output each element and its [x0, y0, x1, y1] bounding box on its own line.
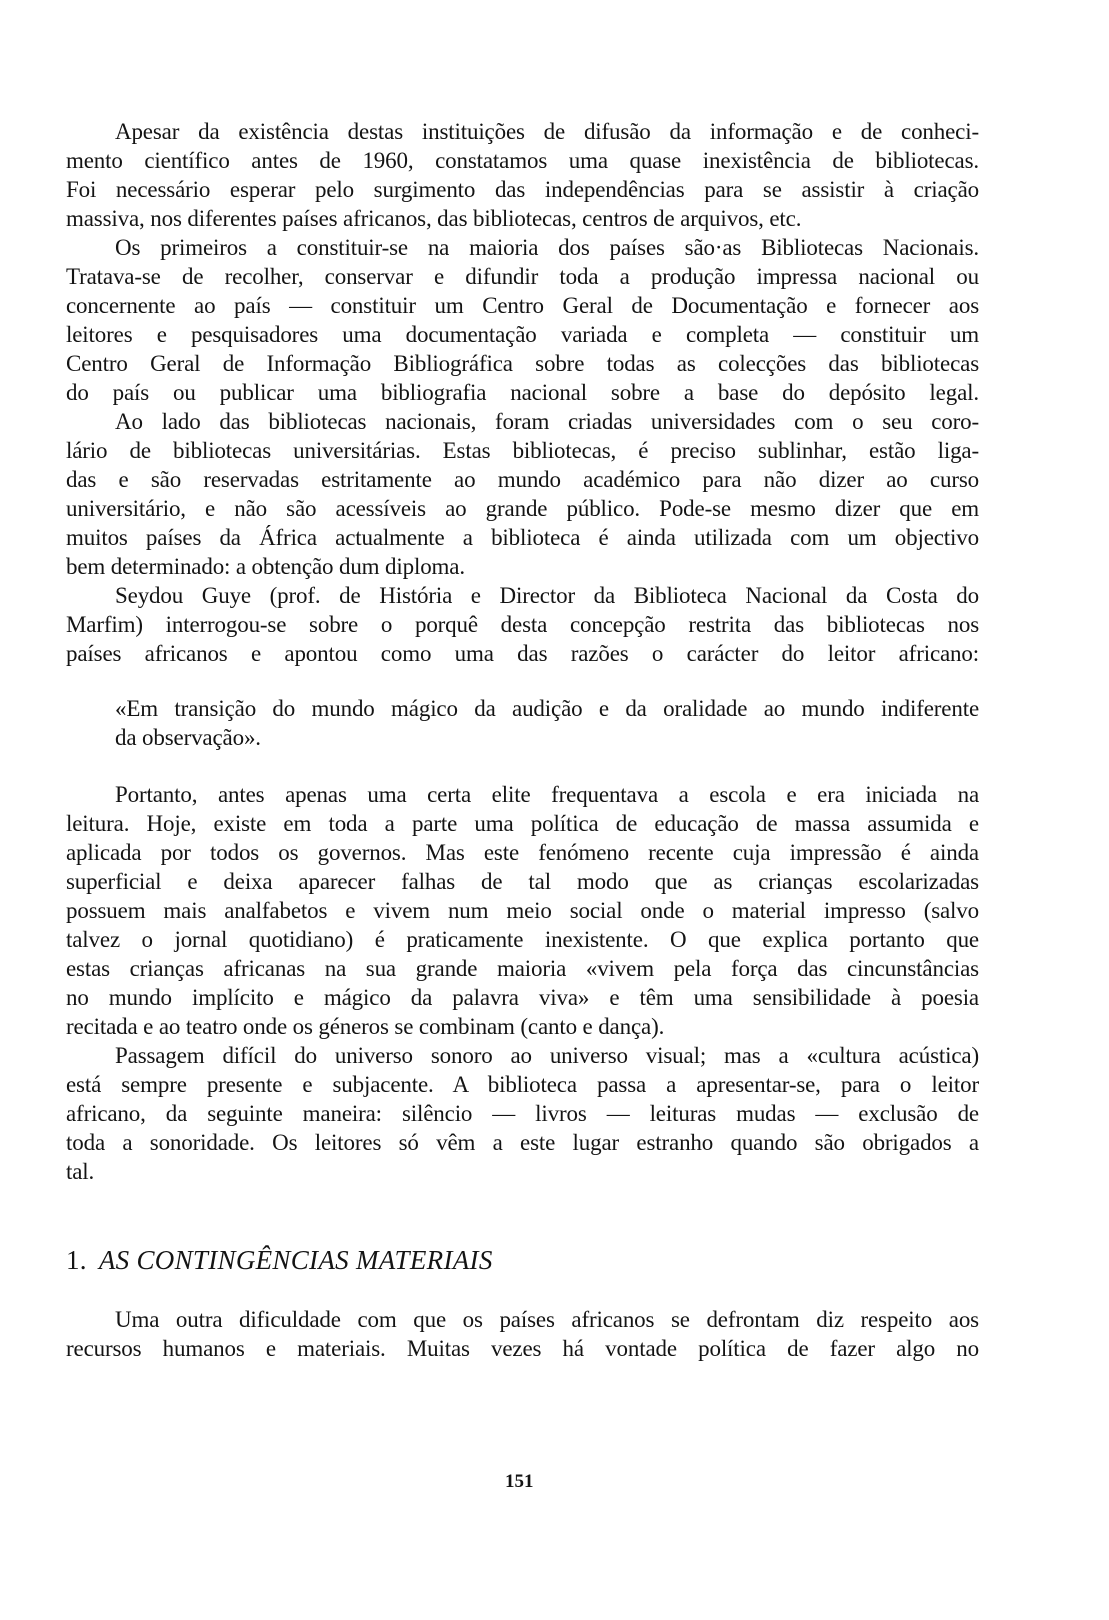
paragraph-5-line-8: no mundo implícito e mágico da palavra viva» e têm uma sensibilidade à poesia: [66, 985, 979, 1010]
paragraph-6-line-5: tal.: [66, 1159, 95, 1184]
paragraph-1-line-1: Apesar da existência destas instituições de difusão da informação e de conheci-: [115, 119, 979, 144]
paragraph-2-line-2: Tratava-se de recolher, conservar e difundir toda a produção impressa nacional ou: [66, 264, 979, 289]
paragraph-2-line-3: concernente ao país — constituir um Centro Geral de Documentação e fornecer aos: [66, 293, 979, 318]
paragraph-4-line-3: países africanos e apontou como uma das razões o carácter do leitor africano:: [66, 641, 979, 666]
paragraph-3-line-1: Ao lado das bibliotecas nacionais, foram criadas universidades com o seu coro-: [115, 409, 979, 434]
paragraph-5-line-4: superficial e deixa aparecer falhas de tal modo que as crianças escolarizadas: [66, 869, 979, 894]
paragraph-1-line-2: mento científico antes de 1960, constatamos uma quase inexistência de bibliotecas.: [66, 148, 979, 173]
paragraph-3-line-3: das e são reservadas estritamente ao mundo académico para não dizer ao curso: [66, 467, 979, 492]
paragraph-6-line-1: Passagem difícil do universo sonoro ao universo visual; mas a «cultura acústica): [115, 1043, 979, 1068]
section-number: 1.: [66, 1245, 87, 1275]
section-paragraph-line-1: Uma outra dificuldade com que os países africanos se defrontam diz respeito aos: [115, 1307, 979, 1332]
paragraph-6-line-4: toda a sonoridade. Os leitores só vêm a este lugar estranho quando são obrigados a: [66, 1130, 979, 1155]
block-quote-line-1: «Em transição do mundo mágico da audição e da oralidade ao mundo indiferente: [115, 696, 979, 721]
paragraph-5-line-2: leitura. Hoje, existe em toda a parte uma política de educação de massa assumida e: [66, 811, 979, 836]
paragraph-4-line-2: Marfim) interrogou-se sobre o porquê desta concepção restrita das bibliotecas nos: [66, 612, 979, 637]
paragraph-3-line-6: bem determinado: a obtenção dum diploma.: [66, 554, 465, 579]
paragraph-5-line-6: talvez o jornal quotidiano) é praticamente inexistente. O que explica portanto que: [66, 927, 979, 952]
section-paragraph-line-2: recursos humanos e materiais. Muitas vezes há vontade política de fazer algo no: [66, 1336, 979, 1361]
paragraph-3-line-2: lário de bibliotecas universitárias. Estas bibliotecas, é preciso sublinhar, estão liga-: [66, 438, 979, 463]
page-number: 151: [505, 1471, 534, 1492]
paragraph-5-line-3: aplicada por todos os governos. Mas este fenómeno recente cuja impressão é ainda: [66, 840, 979, 865]
paragraph-6-line-3: africano, da seguinte maneira: silêncio — livros — leituras mudas — exclusão de: [66, 1101, 979, 1126]
paragraph-5-line-5: possuem mais analfabetos e vivem num meio social onde o material impresso (salvo: [66, 898, 979, 923]
section-title: AS CONTINGÊNCIAS MATERIAIS: [98, 1245, 493, 1275]
paragraph-2-line-1: Os primeiros a constituir-se na maioria dos países são·as Bibliotecas Nacionais.: [115, 235, 979, 260]
block-quote-line-2: da observação».: [115, 725, 261, 750]
paragraph-1-line-3: Foi necessário esperar pelo surgimento das independências para se assistir à criação: [66, 177, 979, 202]
paragraph-2-line-4: leitores e pesquisadores uma documentação variada e completa — constituir um: [66, 322, 979, 347]
paragraph-3-line-5: muitos países da África actualmente a biblioteca é ainda utilizada com um objectivo: [66, 525, 979, 550]
paragraph-5-line-9: recitada e ao teatro onde os géneros se combinam (canto e dança).: [66, 1014, 665, 1039]
paragraph-4-line-1: Seydou Guye (prof. de História e Director da Biblioteca Nacional da Costa do: [115, 583, 979, 608]
paragraph-1-line-4: massiva, nos diferentes países africanos, das bibliotecas, centros de arquivos, etc.: [66, 206, 802, 231]
paragraph-6-line-2: está sempre presente e subjacente. A biblioteca passa a apresentar-se, para o leitor: [66, 1072, 979, 1097]
paragraph-2-line-6: do país ou publicar uma bibliografia nacional sobre a base do depósito legal.: [66, 380, 979, 405]
paragraph-2-line-5: Centro Geral de Informação Bibliográfica sobre todas as colecções das bibliotecas: [66, 351, 979, 376]
paragraph-3-line-4: universitário, e não são acessíveis ao grande público. Pode-se mesmo dizer que em: [66, 496, 979, 521]
section-heading: [66, 1244, 493, 1276]
paragraph-5-line-7: estas crianças africanas na sua grande maioria «vivem pela força das cincunstâncias: [66, 956, 979, 981]
paragraph-5-line-1: Portanto, antes apenas uma certa elite frequentava a escola e era iniciada na: [115, 782, 979, 807]
